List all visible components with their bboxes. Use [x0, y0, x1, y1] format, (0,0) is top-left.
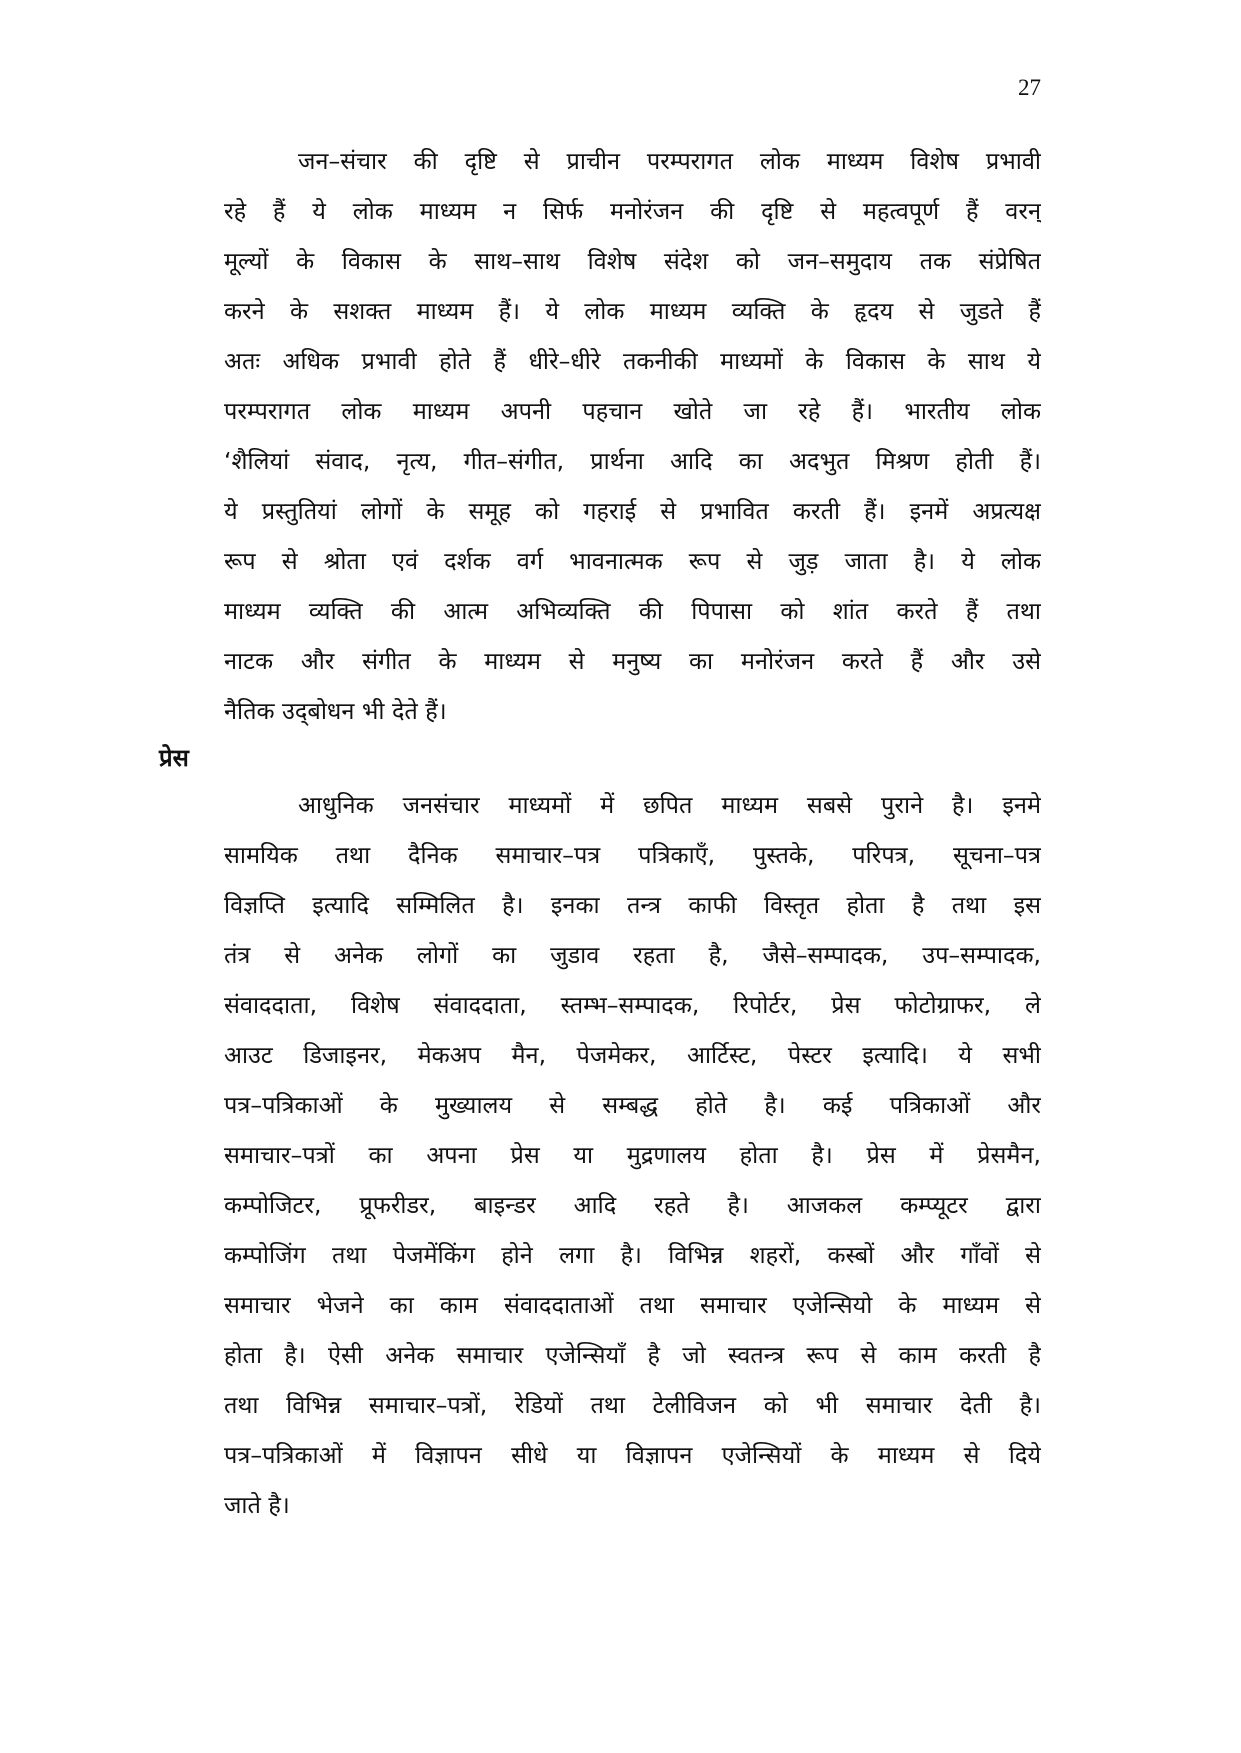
paragraph-line: तथा विभिन्न समाचार–पत्रों, रेडियों तथा टेलीविजन को भी समाचार देती है। [224, 1391, 1041, 1419]
paragraph-line: समाचार–पत्रों का अपना प्रेस या मुद्रणालय होता है। प्रेस में प्रेसमैन, [224, 1141, 1041, 1169]
paragraph-line: माध्यम व्यक्ति की आत्म अभिव्यक्ति की पिपासा को शांत करते हैं तथा [224, 597, 1041, 625]
paragraph-line: रहे हैं ये लोक माध्यम न सिर्फ मनोरंजन की दृष्टि से महत्वपूर्ण हैं वरन् [224, 197, 1041, 225]
section-heading: प्रेस [159, 744, 189, 772]
paragraph-line: कम्पोजिंग तथा पेजमेंकिंग होने लगा है। विभिन्न शहरों, कस्बों और गाँवों से [224, 1241, 1041, 1269]
paragraph-line: रूप से श्रोता एवं दर्शक वर्ग भावनात्मक रूप से जुड़ जाता है। ये लोक [224, 547, 1041, 575]
paragraph-line: पत्र–पत्रिकाओं के मुख्यालय से सम्बद्ध होते है। कई पत्रिकाओं और [224, 1091, 1041, 1119]
page-number: 27 [1018, 75, 1041, 100]
paragraph-line: संवाददाता, विशेष संवाददाता, स्तम्भ–सम्पादक, रिपोर्टर, प्रेस फोटोग्राफर, ले [224, 991, 1041, 1019]
paragraph-line: मूल्यों के विकास के साथ–साथ विशेष संदेश को जन–समुदाय तक संप्रेषित [224, 247, 1041, 275]
paragraph-line: सामयिक तथा दैनिक समाचार–पत्र पत्रिकाएँ, पुस्तके, परिपत्र, सूचना–पत्र [224, 841, 1041, 869]
paragraph-line: तंत्र से अनेक लोगों का जुडाव रहता है, जैसे–सम्पादक, उप–सम्पादक, [224, 941, 1041, 969]
paragraph-line: आधुनिक जनसंचार माध्यमों में छपित माध्यम सबसे पुराने है। इनमे [298, 791, 1041, 819]
paragraph-line: आउट डिजाइनर, मेकअप मैन, पेजमेकर, आर्टिस्ट, पेस्टर इत्यादि। ये सभी [224, 1041, 1041, 1069]
paragraph-line: जाते है। [224, 1491, 290, 1519]
paragraph-line: समाचार भेजने का काम संवाददाताओं तथा समाचार एजेन्सियो के माध्यम से [224, 1291, 1041, 1319]
paragraph-line: अतः अधिक प्रभावी होते हैं धीरे–धीरे तकनीकी माध्यमों के विकास के साथ ये [224, 347, 1041, 375]
paragraph-line: कम्पोजिटर, प्रूफरीडर, बाइन्डर आदि रहते है। आजकल कम्प्यूटर द्वारा [224, 1191, 1041, 1219]
paragraph-line: नाटक और संगीत के माध्यम से मनुष्य का मनोरंजन करते हैं और उसे [224, 647, 1041, 675]
paragraph-line: पत्र–पत्रिकाओं में विज्ञापन सीधे या विज्ञापन एजेन्सियों के माध्यम से दिये [224, 1441, 1041, 1469]
paragraph-line: जन–संचार की दृष्टि से प्राचीन परम्परागत लोक माध्यम विशेष प्रभावी [298, 147, 1041, 175]
paragraph-line: करने के सशक्त माध्यम हैं। ये लोक माध्यम व्यक्ति के हृदय से जुडते हैं [224, 297, 1041, 325]
paragraph-line: नैतिक उद्‌बोधन भी देते हैं। [224, 697, 447, 725]
paragraph-line: परम्परागत लोक माध्यम अपनी पहचान खोते जा रहे हैं। भारतीय लोक [224, 397, 1041, 425]
paragraph-line: ये प्रस्तुतियां लोगों के समूह को गहराई से प्रभावित करती हैं। इनमें अप्रत्यक्ष [224, 497, 1041, 525]
paragraph-line: ‘शैलियां संवाद, नृत्य, गीत–संगीत, प्रार्थना आदि का अदभुत मिश्रण होती हैं। [224, 447, 1041, 475]
paragraph-line: होता है। ऐसी अनेक समाचार एजेन्सियाँ है जो स्वतन्त्र रूप से काम करती है [224, 1341, 1041, 1369]
paragraph-line: विज्ञप्ति इत्यादि सम्मिलित है। इनका तन्त्र काफी विस्तृत होता है तथा इस [224, 891, 1041, 919]
